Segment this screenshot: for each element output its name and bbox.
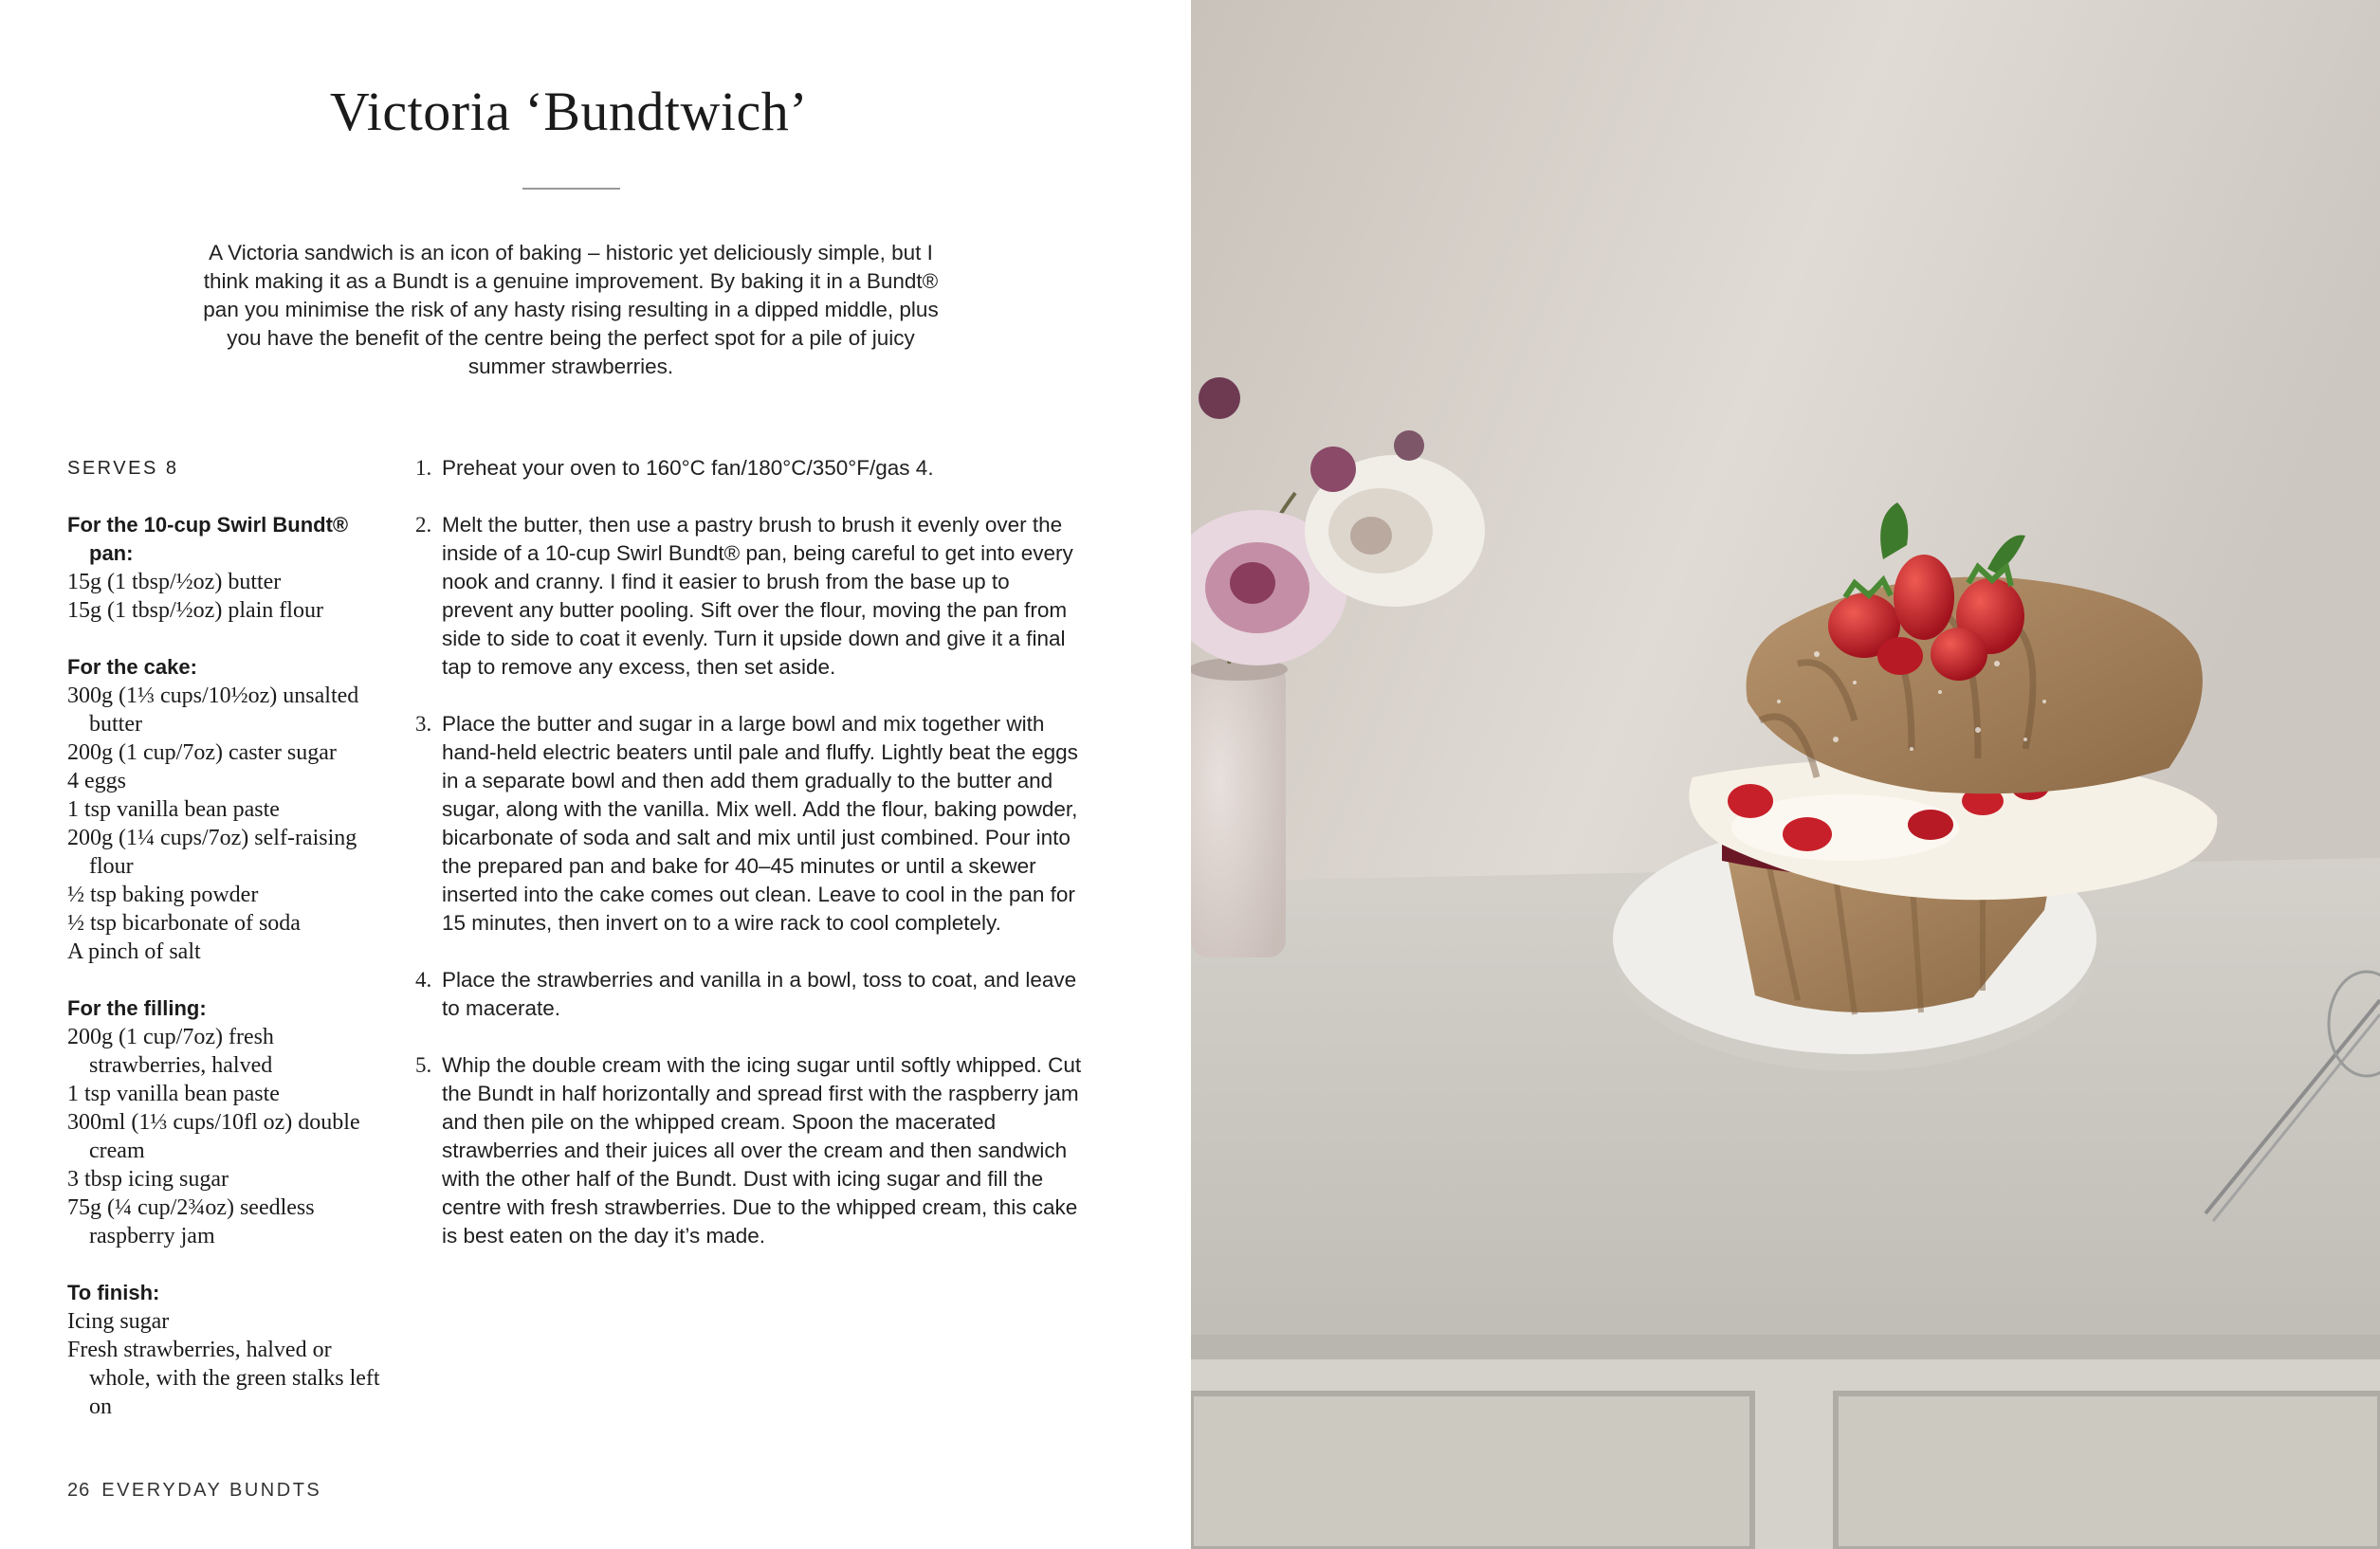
method-step — [406, 710, 1085, 938]
ingredients-column — [67, 454, 394, 1449]
ingredient-item: A pinch of salt — [67, 939, 201, 964]
flower-vase — [1191, 658, 1288, 957]
recipe-intro: A Victoria sandwich is an icon of baking – historic yet deliciously simple, but I think making it as a Bundt is a genuine improvement. By baking it in a Bundt® pan you minimise the risk of any hasty rising resulting in a dipped middle, plus you have the benefit of the centre being the perfect spot for a pile of juicy summer strawberries. — [203, 241, 939, 378]
ingredient-item: 300g (1⅓ cups/10½oz) unsalted butter — [67, 683, 359, 737]
method-step — [406, 454, 1085, 483]
step-text: Whip the double cream with the icing sugar until softly whipped. Cut the Bundt in half horizontally and spread first with the raspberry jam and then pile on the whipped cream. Spoon the macerated strawberries and their juices all over the cream and then sandwich with the other half of the Bundt. Dust with icing sugar and fill the centre with fresh strawberries. Due to the whipped cream, this cake is best eaten on the day it’s made. — [442, 1053, 1082, 1248]
page-footer — [67, 1480, 321, 1502]
step-number: 2. — [415, 513, 432, 537]
ingredient-item: 1 tsp vanilla bean paste — [67, 1082, 280, 1106]
method-step — [406, 966, 1085, 1023]
ingredient-item: ½ tsp baking powder — [67, 883, 259, 907]
ingredient-group — [67, 1279, 394, 1421]
ingredient-item: 200g (1¼ cups/7oz) self-raising flour — [67, 826, 357, 879]
step-number: 3. — [415, 712, 432, 736]
step-text: Place the strawberries and vanilla in a bowl, toss to coat, and leave to macerate. — [442, 968, 1077, 1020]
page-number: 26 — [67, 1480, 91, 1501]
ingredient-item: Icing sugar — [67, 1309, 170, 1334]
cake-photo-illustration — [1191, 0, 2380, 1549]
method-step — [406, 1051, 1085, 1250]
ingredient-item: Fresh strawberries, halved or whole, with the green stalks left on — [67, 1338, 380, 1419]
method-step — [406, 511, 1085, 682]
ingredient-item: 15g (1 tbsp/½oz) butter — [67, 570, 282, 594]
cake-photo — [1191, 0, 2380, 1549]
ingredient-item: ½ tsp bicarbonate of soda — [67, 911, 301, 936]
ingredient-group — [67, 653, 394, 966]
ingredient-item: 1 tsp vanilla bean paste — [67, 797, 280, 822]
step-text: Melt the butter, then use a pastry brush to brush it evenly over the inside of a 10-cup Swirl Bundt® pan, being careful to get into every nook and cranny. I find it easier to brush from the base up to prevent any butter pooling. Sift over the flour, moving the pan from side to side to coat it evenly. Turn it upside down and give it a final tap to remove any excess, then set aside. — [442, 513, 1073, 679]
ingredient-item: 200g (1 cup/7oz) fresh strawberries, halved — [67, 1025, 274, 1078]
ingredient-item: 75g (¼ cup/2¾oz) seedless raspberry jam — [67, 1195, 315, 1248]
ingredient-group — [67, 511, 394, 625]
ingredient-item: 15g (1 tbsp/½oz) plain flour — [67, 598, 323, 623]
step-number: 4. — [415, 968, 432, 992]
step-number: 1. — [415, 456, 432, 480]
ingredient-group-heading: For the cake: — [67, 655, 197, 679]
title-divider — [522, 188, 620, 190]
ingredient-item: 3 tbsp icing sugar — [67, 1167, 229, 1192]
serves-label: SERVES 8 — [67, 458, 179, 479]
ingredient-group-heading: To finish: — [67, 1281, 160, 1304]
ingredient-item: 200g (1 cup/7oz) caster sugar — [67, 740, 337, 765]
ingredient-group-heading: For the 10-cup Swirl Bundt® pan: — [67, 513, 349, 565]
method-steps — [406, 454, 1085, 1279]
ingredient-item: 300ml (1⅓ cups/10fl oz) double cream — [67, 1110, 360, 1163]
recipe-title: Victoria ‘Bundtwich’ — [329, 81, 809, 142]
step-number: 5. — [415, 1053, 432, 1077]
ingredient-group-heading: For the filling: — [67, 996, 207, 1020]
step-text: Preheat your oven to 160°C fan/180°C/350°F/gas 4. — [442, 456, 934, 480]
ingredient-item: 4 eggs — [67, 769, 126, 793]
ingredient-groups — [67, 511, 394, 1421]
section-name: EVERYDAY BUNDTS — [101, 1480, 322, 1501]
step-text: Place the butter and sugar in a large bowl and mix together with hand-held electric beaters until pale and fluffy. Lightly beat the eggs in a separate bowl and then add them gradually to the butter and sugar, along with the vanilla. Mix well. Add the flour, baking powder, bicarbonate of soda and salt and mix until just combined. Pour into the prepared pan and bake for 40–45 minutes or until a skewer inserted into the cake comes out clean. Leave to cool in the pan for 15 minutes, then invert on to a wire rack to cool completely. — [442, 712, 1078, 935]
ingredient-group — [67, 994, 394, 1250]
